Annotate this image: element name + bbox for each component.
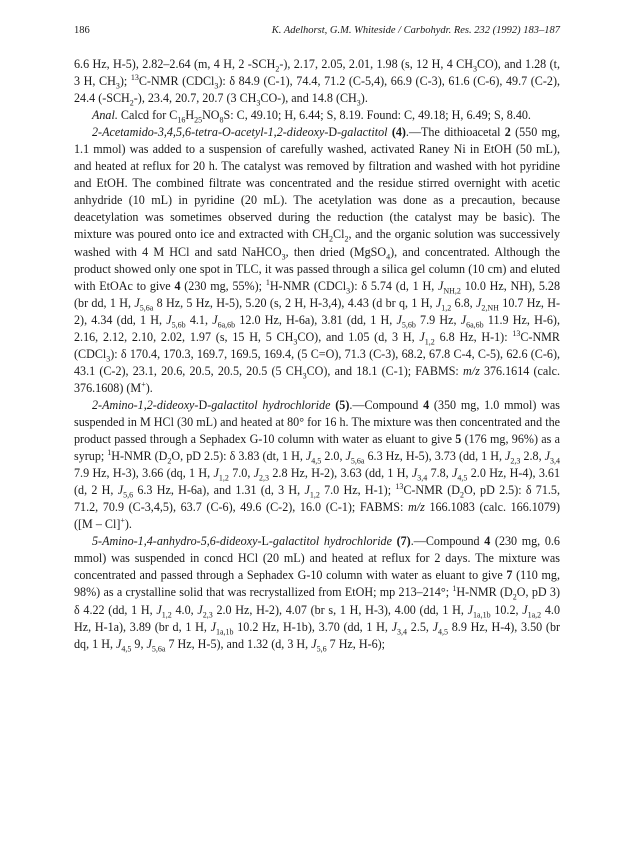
paragraph-p1: 6.6 Hz, H-5), 2.82–2.64 (m, 4 H, 2 $-SCH_2-$), 2.17, 2.05, 2.01, 1.98 (s, 12 H, 4 $CH_3CO$), and 1.28 (t, 3 H, $CH_3$); $^{13}$C-NMR (CDCl$_3$): δ 84.9 (C-1), 74.4, 71.2 (C-5,4), 66.9 (C-3), 61.6 (C-6), 49.7 (C-2), 24.4 $(-SCH_2-)$, 23.4, 20.7, 20.7 (3 $CH_3CO-$), and 14.8 $(CH_3)$. (74, 57, 560, 108)
paragraph-p4: 2-Amino-1,2-dideoxy-D-galactitol hydrochloride (5).—Compound 4 (350 mg, 1.0 mmol) was suspended in M HCl (30 mL) and heated at 80° for 16 h. The mixture was then concentrated and the product passed through a Sephadex G-10 column with water as eluant to give 5 (176 mg, 96%) as a syrup; $^1$H-NMR ($D_2O$, pD 2.5): δ 3.83 (dt, 1 H, $J_{4,5}$ 2.0, $J_{5,6a}$ 6.3 Hz, H-5), 3.73 (dd, 1 H, $J_{2,3}$ 2.8, $J_{3,4}$ 7.9 Hz, H-3), 3.66 (dq, 1 H, $J_{1,2}$ 7.0, $J_{2,3}$ 2.8 Hz, H-2), 3.63 (dd, 1 H, $J_{3,4}$ 7.8, $J_{4,5}$ 2.0 Hz, H-4), 3.61 (d, 2 H, $J_{5,6}$ 6.3 Hz, H-6a), and 1.31 (d, 3 H, $J_{1,2}$ 7.0 Hz, H-1); $^{13}$C-NMR ($D_2O$, pD 2.5): δ 71.5, 71.2, 70.9 (C-3,4,5), 63.7 (C-6), 49.6 (C-2), 16.0 (C-1); FABMS: m/z 166.1083 (calc. 166.1079) ([M – Cl]+). (74, 397, 561, 532)
running-head: K. Adelhorst, G.M. Whiteside / Carbohydr. Res. 232 (1992) 183–187 (271, 25, 560, 36)
paragraph-p2: Anal. Calcd for $C_{16}H_{25}NO_8S$: C, 49.10; H, 6.44; S, 8.19. Found: C, 49.18; H, 6.49; S, 8.40. (92, 108, 531, 125)
paragraph-p3: 2-Acetamido-3,4,5,6-tetra-O-acetyl-1,2-dideoxy-D-galactitol (4).—The dithioacetal 2 (550 mg, 1.1 mmol) was added to a suspension of carefully washed, activated Raney Ni in EtOH (50 mL), and heated at reflux for 20 h. The catalyst was removed by filtration and washed with hot pyridine and EtOH. The combined filtrate was concentrated and the residue stirred overnight with acetic anhydride (10 mL) in pyridine (20 mL). The acetylation was done as a precaution, because deacetylation was sometimes observed during the reduction (the catalyst may be basic). The mixture was poured onto ice and extracted with $CH_2Cl_2$, and the organic solution was successively washed with 4 M HCl and satd NaHCO$_3$, then dried (MgSO$_4$), and concentrated. Although the product showed only one spot in TLC, it was passed through a silica gel column (10 cm) and eluted with EtOAc to give 4 (230 mg, 55%); $^1$H-NMR (CDCl$_3$): δ 5.74 (d, 1 H, $J_{NH,2}$ 10.0 Hz, NH), 5.28 (br dd, 1 H, $J_{5,6a}$ 8 Hz, 5 Hz, H-5), 5.20 (s, 2 H, H-3,4), 4.43 (d br q, 1 H, $J_{1,2}$ 6.8, $J_{2,NH}$ 10.7 Hz, H-2), 4.34 (dd, 1 H, $J_{5,6b}$ 4.1, $J_{6a,6b}$ 12.0 Hz, H-6a), 3.81 (dd, 1 H, $J_{5,6b}$ 7.9 Hz, $J_{6a,6b}$ 11.9 Hz, H-6), 2.16, 2.12, 2.10, 2.02, 1.97 (s, 15 H, 5 $CH_3CO$), and 1.05 (d, 3 H, $J_{1,2}$ 6.8 Hz, H-1): $^{13}$C-NMR (CDCl$_3$): δ 170.4, 170.3, 169.7, 169.5, 169.4, (5 C=O), 71.3 (C-3), 68.2, 67.8 C-4, C-5), 62.6 (C-6), 43.1 (C-2), 23.1, 20.6, 20.5, 20.5, 20.5 (5 $CH_3CO$), and 18.1 (C-1); FABMS: m/z 376.1614 (calc. 376.1608) (M+). (74, 125, 561, 395)
article-body (74, 56, 560, 653)
paragraph-p5: 5-Amino-1,4-anhydro-5,6-dideoxy-L-galactitol hydrochloride (7).—Compound 4 (230 mg, 0.6 mmol) was suspended in concd HCl (20 mL) and heated at reflux for 2 days. The mixture was concentrated and passed through a Sephadex G-10 column with water as eluant to give 7 (110 mg, 98%) as a crystalline solid that was recrystallized from EtOH; mp 213–214°; $^1$H-NMR ($D_2O$, pD 3) δ 4.22 (dd, 1 H, $J_{1,2}$ 4.0, $J_{2,3}$ 2.0 Hz, H-2), 4.07 (br s, 1 H, H-3), 4.00 (dd, 1 H, $J_{1a,1b}$ 10.2, $J_{1a,2}$ 4.0 Hz, H-1a), 3.89 (br d, 1 H, $J_{1a,1b}$ 10.2 Hz, H-1b), 3.70 (dd, 1 H, $J_{3,4}$ 2.5, $J_{4,5}$ 8.9 Hz, H-4), 3.50 (br dq, 1 H, $J_{4,5}$ 9, $J_{5,6a}$ 7 Hz, H-5), and 1.32 (d, 3 H, $J_{5,6}$ 7 Hz, H-6); (74, 534, 561, 653)
page-number: 186 (74, 25, 90, 36)
